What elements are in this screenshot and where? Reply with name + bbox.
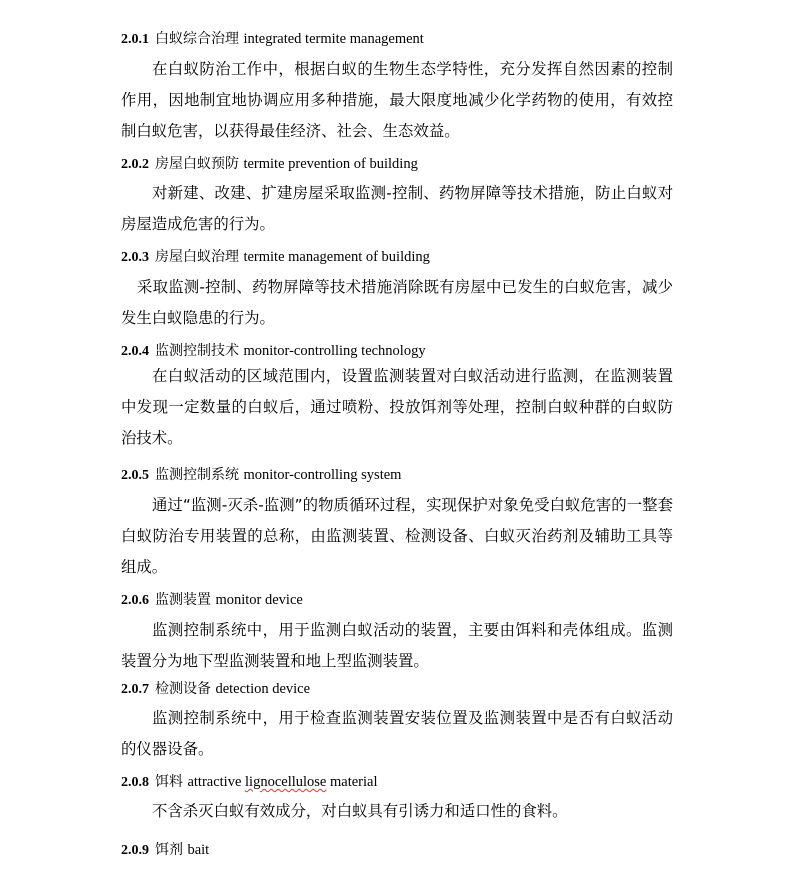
section-heading-2-0-8 [121,773,378,792]
section-body-2-0-2: 对新建、改建、扩建房屋采取监测-控制、药物屏障等技术措施，防止白蚁对房屋造成危害的行为。 [121,184,673,233]
section-number: 2.0.8 [121,775,149,790]
section-heading-2-0-4 [121,342,426,361]
section-body-2-0-3: 采取监测-控制、药物屏障等技术措施消除既有房屋中已发生的白蚁危害，减少发生白蚁隐患的行为。 [121,278,673,327]
section-heading-2-0-5 [121,466,401,485]
section-heading-2-0-9 [121,841,209,860]
section-heading-2-0-3 [121,248,430,267]
section-title-en: monitor-controlling technology [243,343,426,359]
section-title-zh: 监测装置 [155,592,211,608]
section-number: 2.0.2 [121,157,149,172]
section-number: 2.0.7 [121,682,149,697]
section-title-en: termite prevention of building [243,156,418,172]
section-body-2-0-7: 监测控制系统中，用于检查监测装置安装位置及监测装置中是否有白蚁活动的仪器设备。 [121,709,673,758]
section-title-en: monitor-controlling system [243,467,402,483]
section-body-2-0-5: 通过“监测-灭杀-监测”的物质循环过程，实现保护对象免受白蚁危害的一整套白蚁防治专用装置的总称，由监测装置、检测设备、白蚁灭治药剂及辅助工具等组成。 [121,496,673,576]
section-body-2-0-4: 在白蚁活动的区域范围内，设置监测装置对白蚁活动进行监测，在监测装置中发现一定数量的白蚁后，通过喷粉、投放饵剂等处理，控制白蚁种群的白蚁防治技术。 [121,367,673,447]
section-title-zh: 房屋白蚁治理 [155,249,239,265]
section-title-en-suffix: material [326,774,378,790]
section-title-zh: 房屋白蚁预防 [155,156,239,172]
section-title-zh: 饵料 [155,774,183,790]
section-title-en: monitor device [215,592,303,608]
section-heading-2-0-6 [121,591,303,610]
section-body-2-0-8: 不含杀灭白蚁有效成分，对白蚁具有引诱力和适口性的食料。 [152,802,568,820]
section-title-en [187,774,377,790]
section-number: 2.0.3 [121,250,149,265]
section-title-en: bait [187,842,210,858]
section-number: 2.0.6 [121,593,149,608]
section-title-zh: 监测控制技术 [155,343,239,359]
spellcheck-marked-word: lignocellulose [245,774,327,790]
section-title-en-prefix: attractive [187,774,246,790]
section-title-zh: 白蚁综合治理 [155,31,239,47]
section-title-en: integrated termite management [243,31,424,47]
section-title-en: detection device [215,681,311,697]
section-number: 2.0.9 [121,843,149,858]
section-heading-2-0-2 [121,155,418,174]
section-title-zh: 检测设备 [155,681,211,697]
section-title-zh: 饵剂 [155,842,183,858]
section-body-2-0-1: 在白蚁防治工作中，根据白蚁的生物生态学特性，充分发挥自然因素的控制作用，因地制宜地协调应用多种措施，最大限度地减少化学药物的使用，有效控制白蚁危害，以获得最佳经济、社会、生态效益。 [121,60,673,140]
section-body-2-0-6: 监测控制系统中，用于监测白蚁活动的装置，主要由饵料和壳体组成。监测装置分为地下型监测装置和地上型监测装置。 [121,621,673,670]
section-heading-2-0-1 [121,30,424,49]
section-title-en: termite management of building [243,249,430,265]
section-number: 2.0.5 [121,468,149,483]
section-title-zh: 监测控制系统 [155,467,239,483]
section-number: 2.0.1 [121,32,149,47]
section-number: 2.0.4 [121,344,149,359]
section-heading-2-0-7 [121,680,310,699]
